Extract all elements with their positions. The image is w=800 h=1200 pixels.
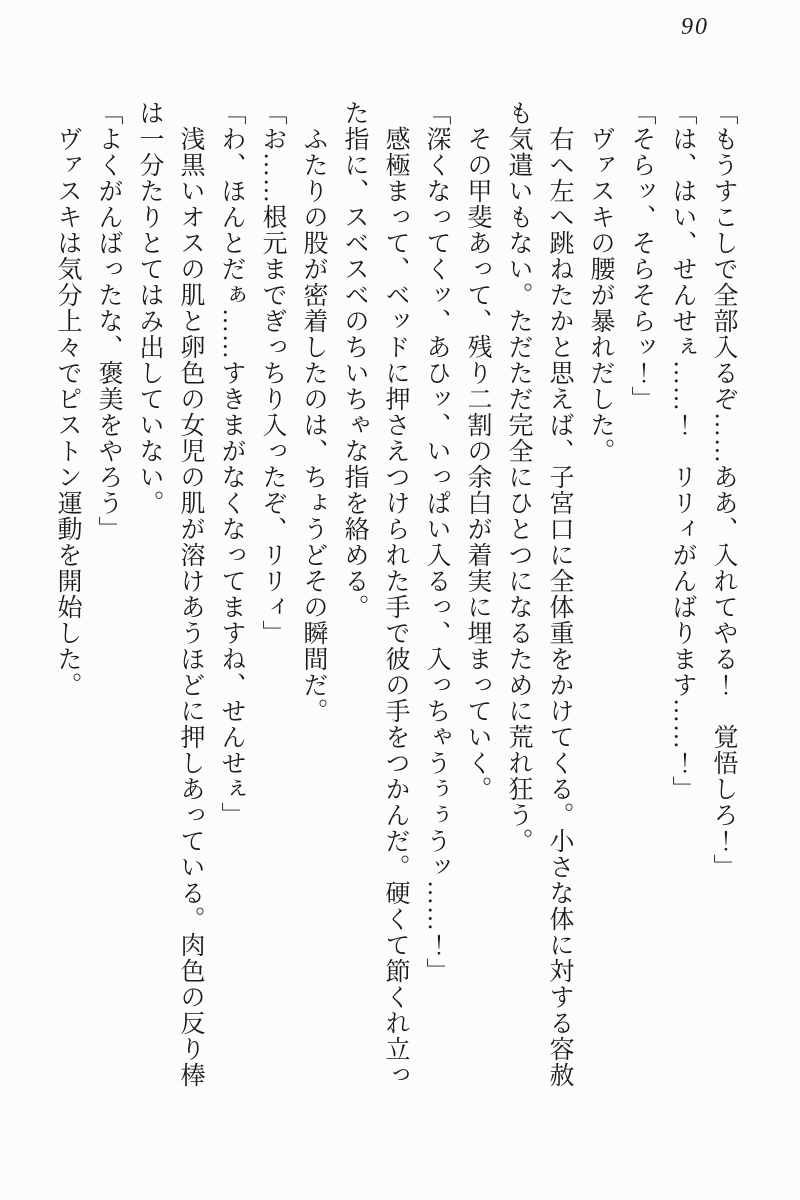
text-line: 「そらッ、そらそらッ！」 xyxy=(628,100,655,412)
text-line: 浅黒いオスの肌と卵色の女児の肌が溶けあうほどに押しあっている。肉色の反り棒 xyxy=(177,126,204,1088)
text-line: 「は、はい、せんせぇ……！ リリィがんばります……！」 xyxy=(669,100,696,802)
text-line: 感極まって、ベッドに押さえつけられた手で彼の手をつかんだ。硬くて節くれ立っ xyxy=(382,126,409,1088)
text-line: その甲斐あって、残り二割の余白が着実に埋まっていく。 xyxy=(464,126,491,802)
text-block xyxy=(47,100,744,1180)
text-line: ヴァスキの腰が暴れだした。 xyxy=(587,126,614,464)
text-line: 「お……根元までぎっちり入ったぞ、リリィ」 xyxy=(259,100,286,646)
text-line: 「深くなってくッ、あひッ、いっぱい入るっ、入っちゃうぅぅうッ……！」 xyxy=(423,100,450,984)
page-number: 90 xyxy=(681,14,709,40)
text-line: も気遣いもない。ただただ完全にひとつになるために荒れ狂う。 xyxy=(505,100,532,854)
text-line: ヴァスキは気分上々でピストン運動を開始した。 xyxy=(54,126,81,698)
text-line: 「もうすこしで全部入るぞ……ああ、入れてやる！ 覚悟しろ！」 xyxy=(710,100,737,880)
text-line: は一分たりとてはみ出していない。 xyxy=(136,100,163,516)
text-line: ふたりの股が密着したのは、ちょうどその瞬間だ。 xyxy=(300,126,327,724)
text-line: 「わ、ほんとだぁ……すきまがなくなってますね、せんせぇ」 xyxy=(218,100,245,828)
text-line: た指に、スベスベのちいちゃな指を絡める。 xyxy=(341,100,368,620)
text-line: 右へ左へ跳ねたかと思えば、子宮口に全体重をかけてくる。小さな体に対する容赦 xyxy=(546,126,573,1088)
text-line: 「よくがんばったな、褒美をやろう」 xyxy=(95,100,122,542)
